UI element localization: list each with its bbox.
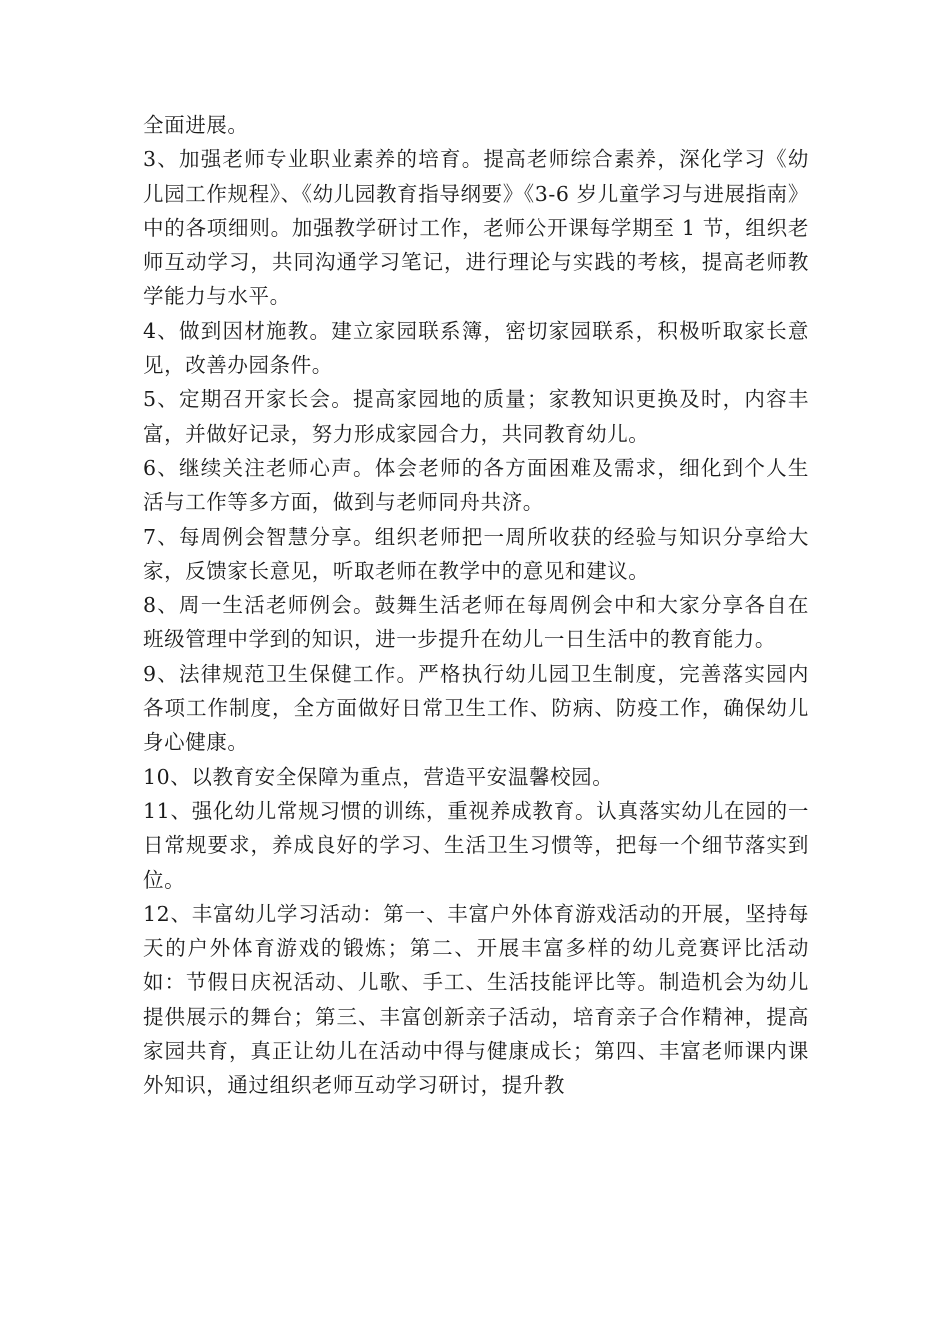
paragraph-item-12: 12、丰富幼儿学习活动：第一、丰富户外体育游戏活动的开展，坚持每天的户外体育游戏的锻炼；第二、开展丰富多样的幼儿竞赛评比活动如：节假日庆祝活动、儿歌、手工、生活技能评比等。制造机会为幼儿提供展示的舞台；第三、丰富创新亲子活动，培育亲子合作精神，提高家园共育，真正让幼儿在活动中得与健康成长；第四、丰富老师课内课外知识，通过组织老师互动学习研讨，提升教 (143, 901, 809, 1098)
paragraph-item-8: 8、周一生活老师例会。鼓舞生活老师在每周例会中和大家分享各自在班级管理中学到的知识，进一步提升在幼儿一日生活中的教育能力。 (143, 593, 809, 652)
paragraph-continuation: 全面进展。 (143, 113, 249, 137)
paragraph-item-5: 5、定期召开家长会。提高家园地的质量；家教知识更换及时，内容丰富，并做好记录，努力形成家园合力，共同教育幼儿。 (143, 387, 809, 446)
body-text (143, 108, 809, 1103)
paragraph-item-6: 6、继续关注老师心声。体会老师的各方面困难及需求，细化到个人生活与工作等多方面，做到与老师同舟共济。 (143, 455, 809, 515)
paragraph-item-3: 3、加强老师专业职业素养的培育。提高老师综合素养，深化学习《幼儿园工作规程》、《幼儿园教育指导纲要》《3-6 岁儿童学习与进展指南》中的各项细则。加强教学研讨工作，老师公开课每学期至 1 节，组织老师互动学习，共同沟通学习笔记，进行理论与实践的考核，提高老师教学能力与水平。 (143, 147, 809, 309)
paragraph-item-10: 10、以教育安全保障为重点，营造平安温馨校园。 (143, 764, 614, 789)
paragraph-item-9: 9、法律规范卫生保健工作。严格执行幼儿园卫生制度，完善落实园内各项工作制度，全方面做好日常卫生工作、防病、防疫工作，确保幼儿身心健康。 (143, 661, 809, 755)
paragraph-item-11: 11、强化幼儿常规习惯的训练，重视养成教育。认真落实幼儿在园的一日常规要求，养成良好的学习、生活卫生习惯等，把每一个细节落实到位。 (143, 798, 809, 892)
paragraph-item-7: 7、每周例会智慧分享。组织老师把一周所收获的经验与知识分享给大家，反馈家长意见，听取老师在教学中的意见和建议。 (143, 524, 809, 583)
paragraph-item-4: 4、做到因材施教。建立家园联系簿，密切家园联系，积极听取家长意见，改善办园条件。 (143, 318, 809, 378)
